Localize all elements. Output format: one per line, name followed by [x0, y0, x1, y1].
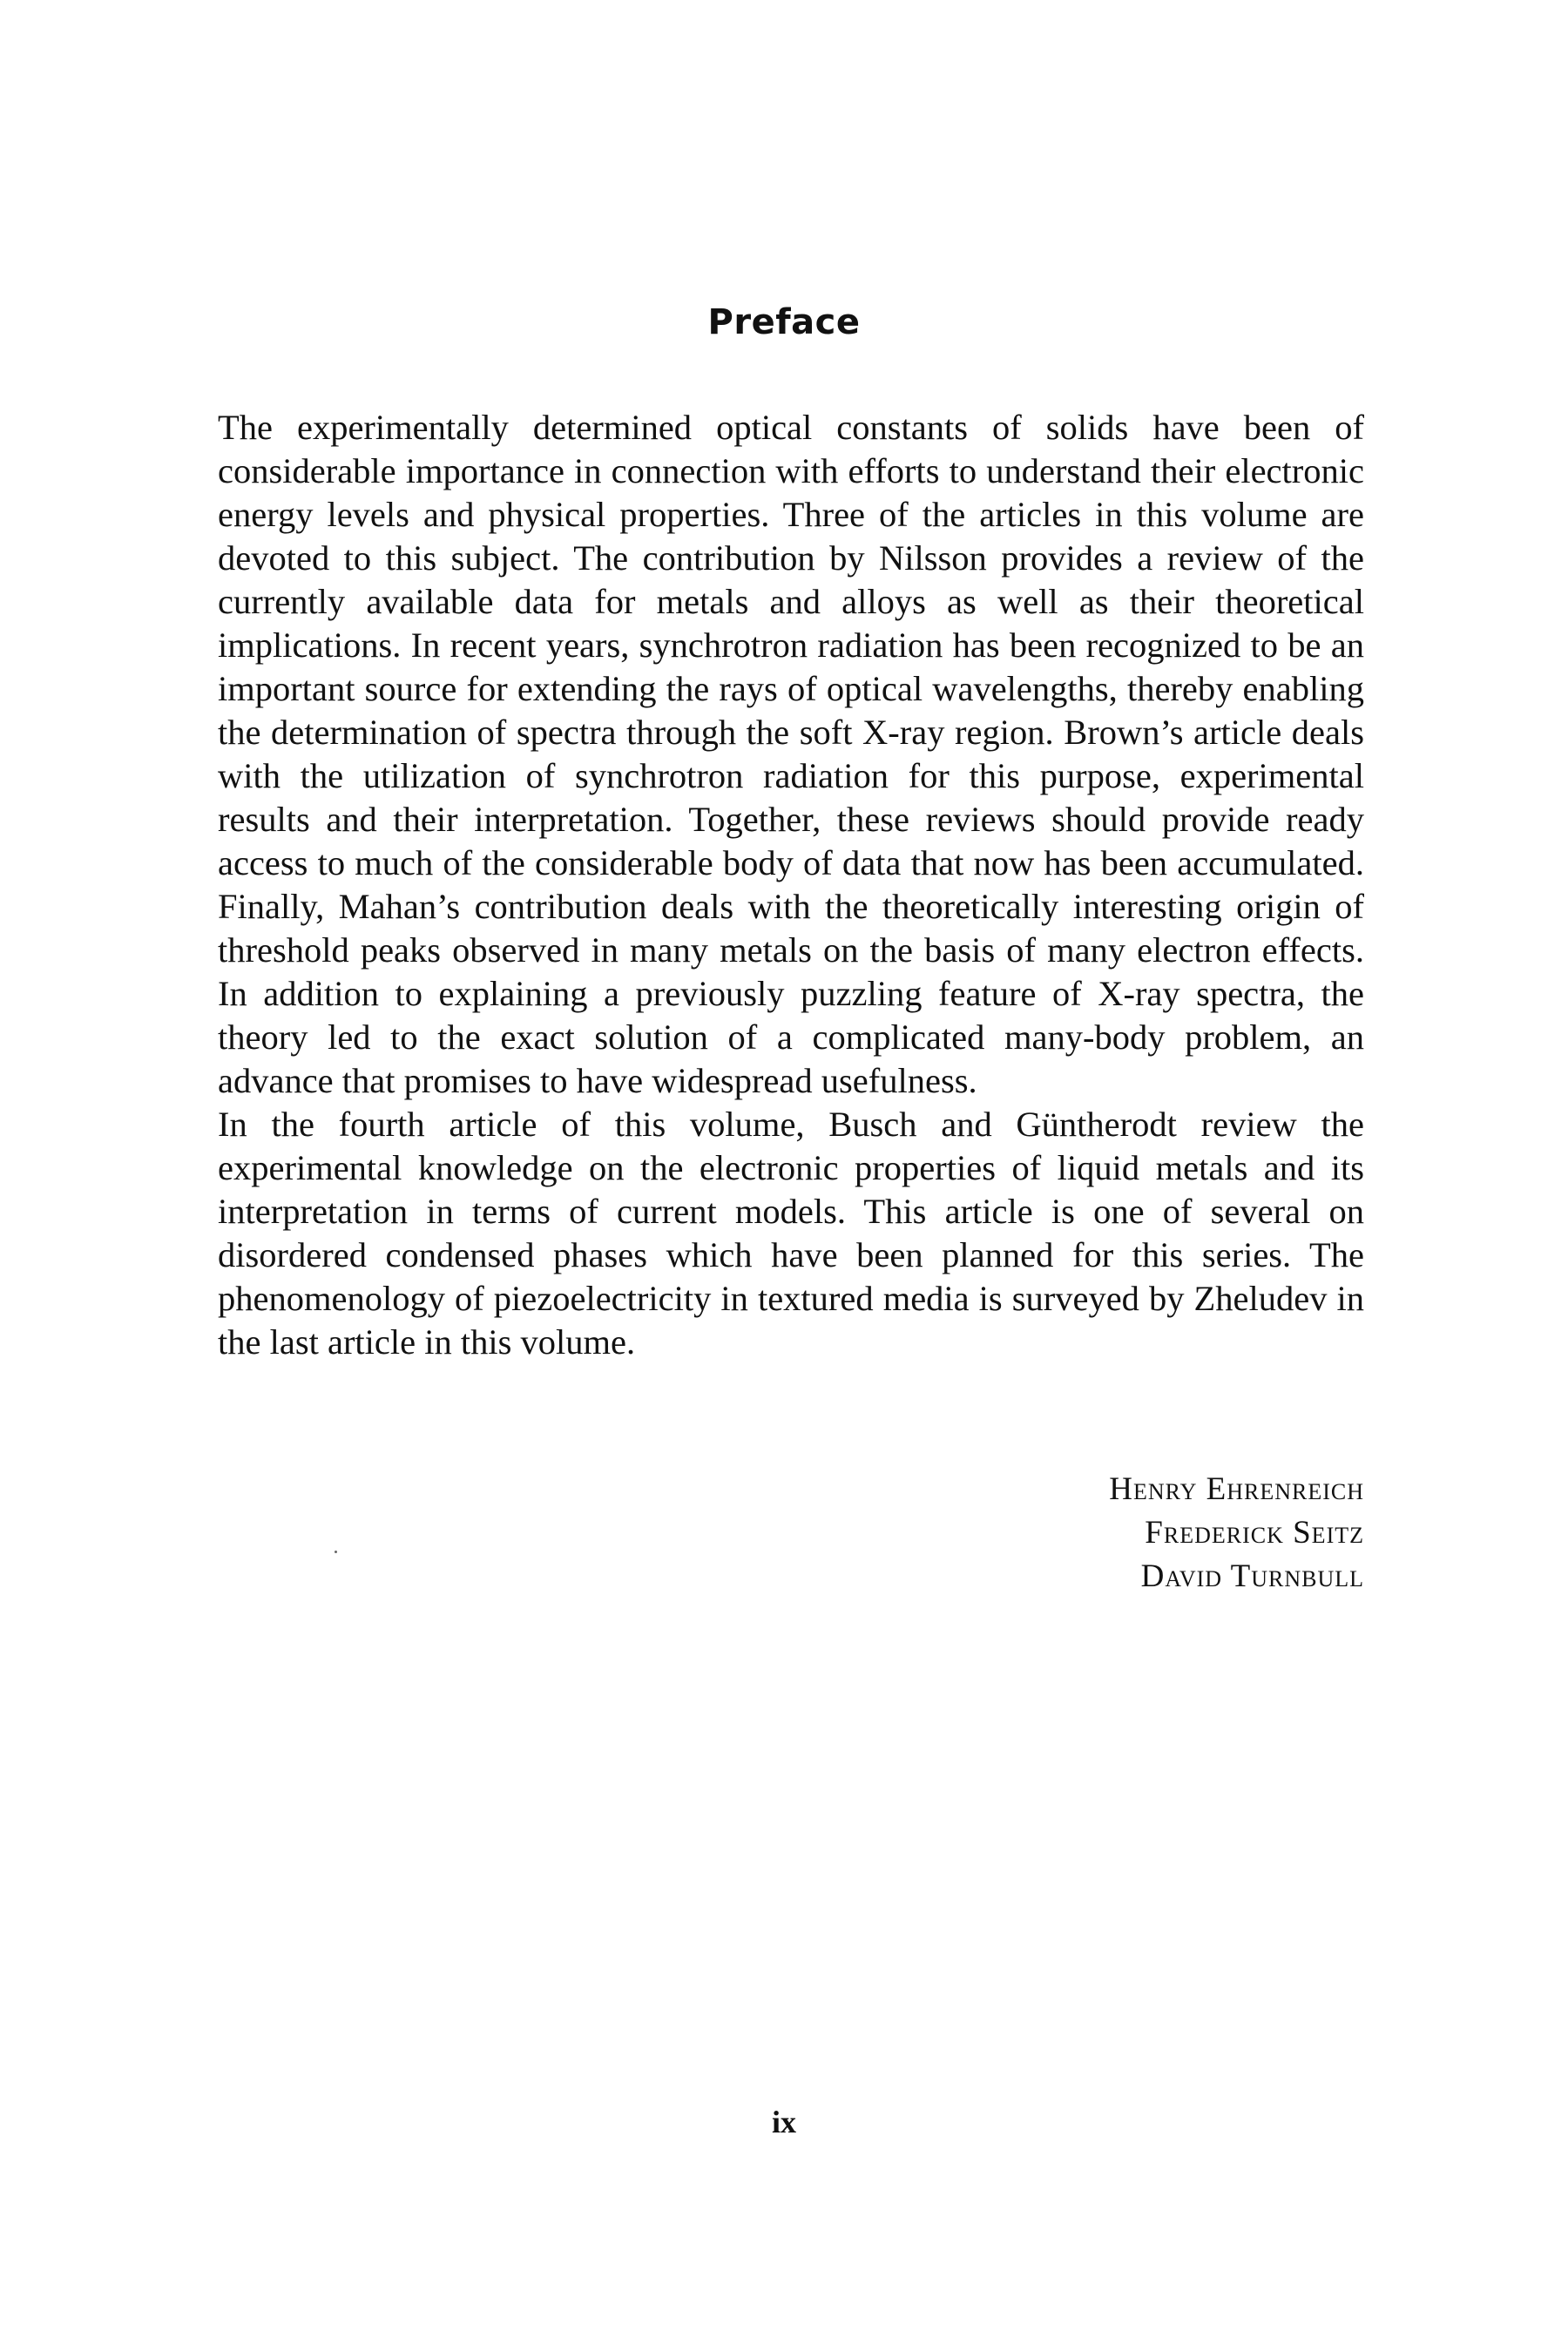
preface-body — [218, 406, 1364, 1364]
author-name: Frederick Seitz — [1145, 1515, 1364, 1551]
author-signatures — [1109, 1468, 1364, 1598]
page-title: Preface — [707, 302, 861, 342]
paragraph-2: In the fourth article of this volume, Busch and Güntherodt review the experimental knowledge on the electronic properties of liquid metals and its interpretation in terms of current models. This article is one of several on disordered condensed phases which have been planned for this series. The phenomenology of piezoelectricity in textured media is surveyed by Zheludev in the last article in this volume. — [218, 1105, 1364, 1362]
page-number: ix — [771, 2105, 796, 2139]
paragraph-1: The experimentally determined optical constants of solids have been of considerable importance in connection with efforts to understand their electronic energy levels and physical properties. Three of the articles in this volume are devoted to this subject. The contribution by Nilsson provides a review of the currently available data for metals and alloys as well as their theoretical implications. In recent years, synchrotron radiation has been recognized to be an important source for extending the rays of optical wavelengths, thereby enabling the determination of spectra through the soft X-ray region. Brown’s article deals with the utilization of synchrotron radiation for this purpose, experimental results and their interpretation. Together, these reviews should provide ready access to much of the considerable body of data that now has been accumulated. Finally, Mahan’s contribution deals with the theoretically interesting origin of threshold peaks observed in many metals on the basis of many electron effects. In addition to explaining a previously puzzling feature of X-ray spectra, the theory led to the exact solution of a complicated many-body problem, an advance that promises to have widespread usefulness. — [218, 408, 1364, 1100]
stray-mark — [335, 1551, 337, 1553]
author-name: David Turnbull — [1140, 1558, 1364, 1594]
author-name: Henry Ehrenreich — [1109, 1471, 1364, 1507]
